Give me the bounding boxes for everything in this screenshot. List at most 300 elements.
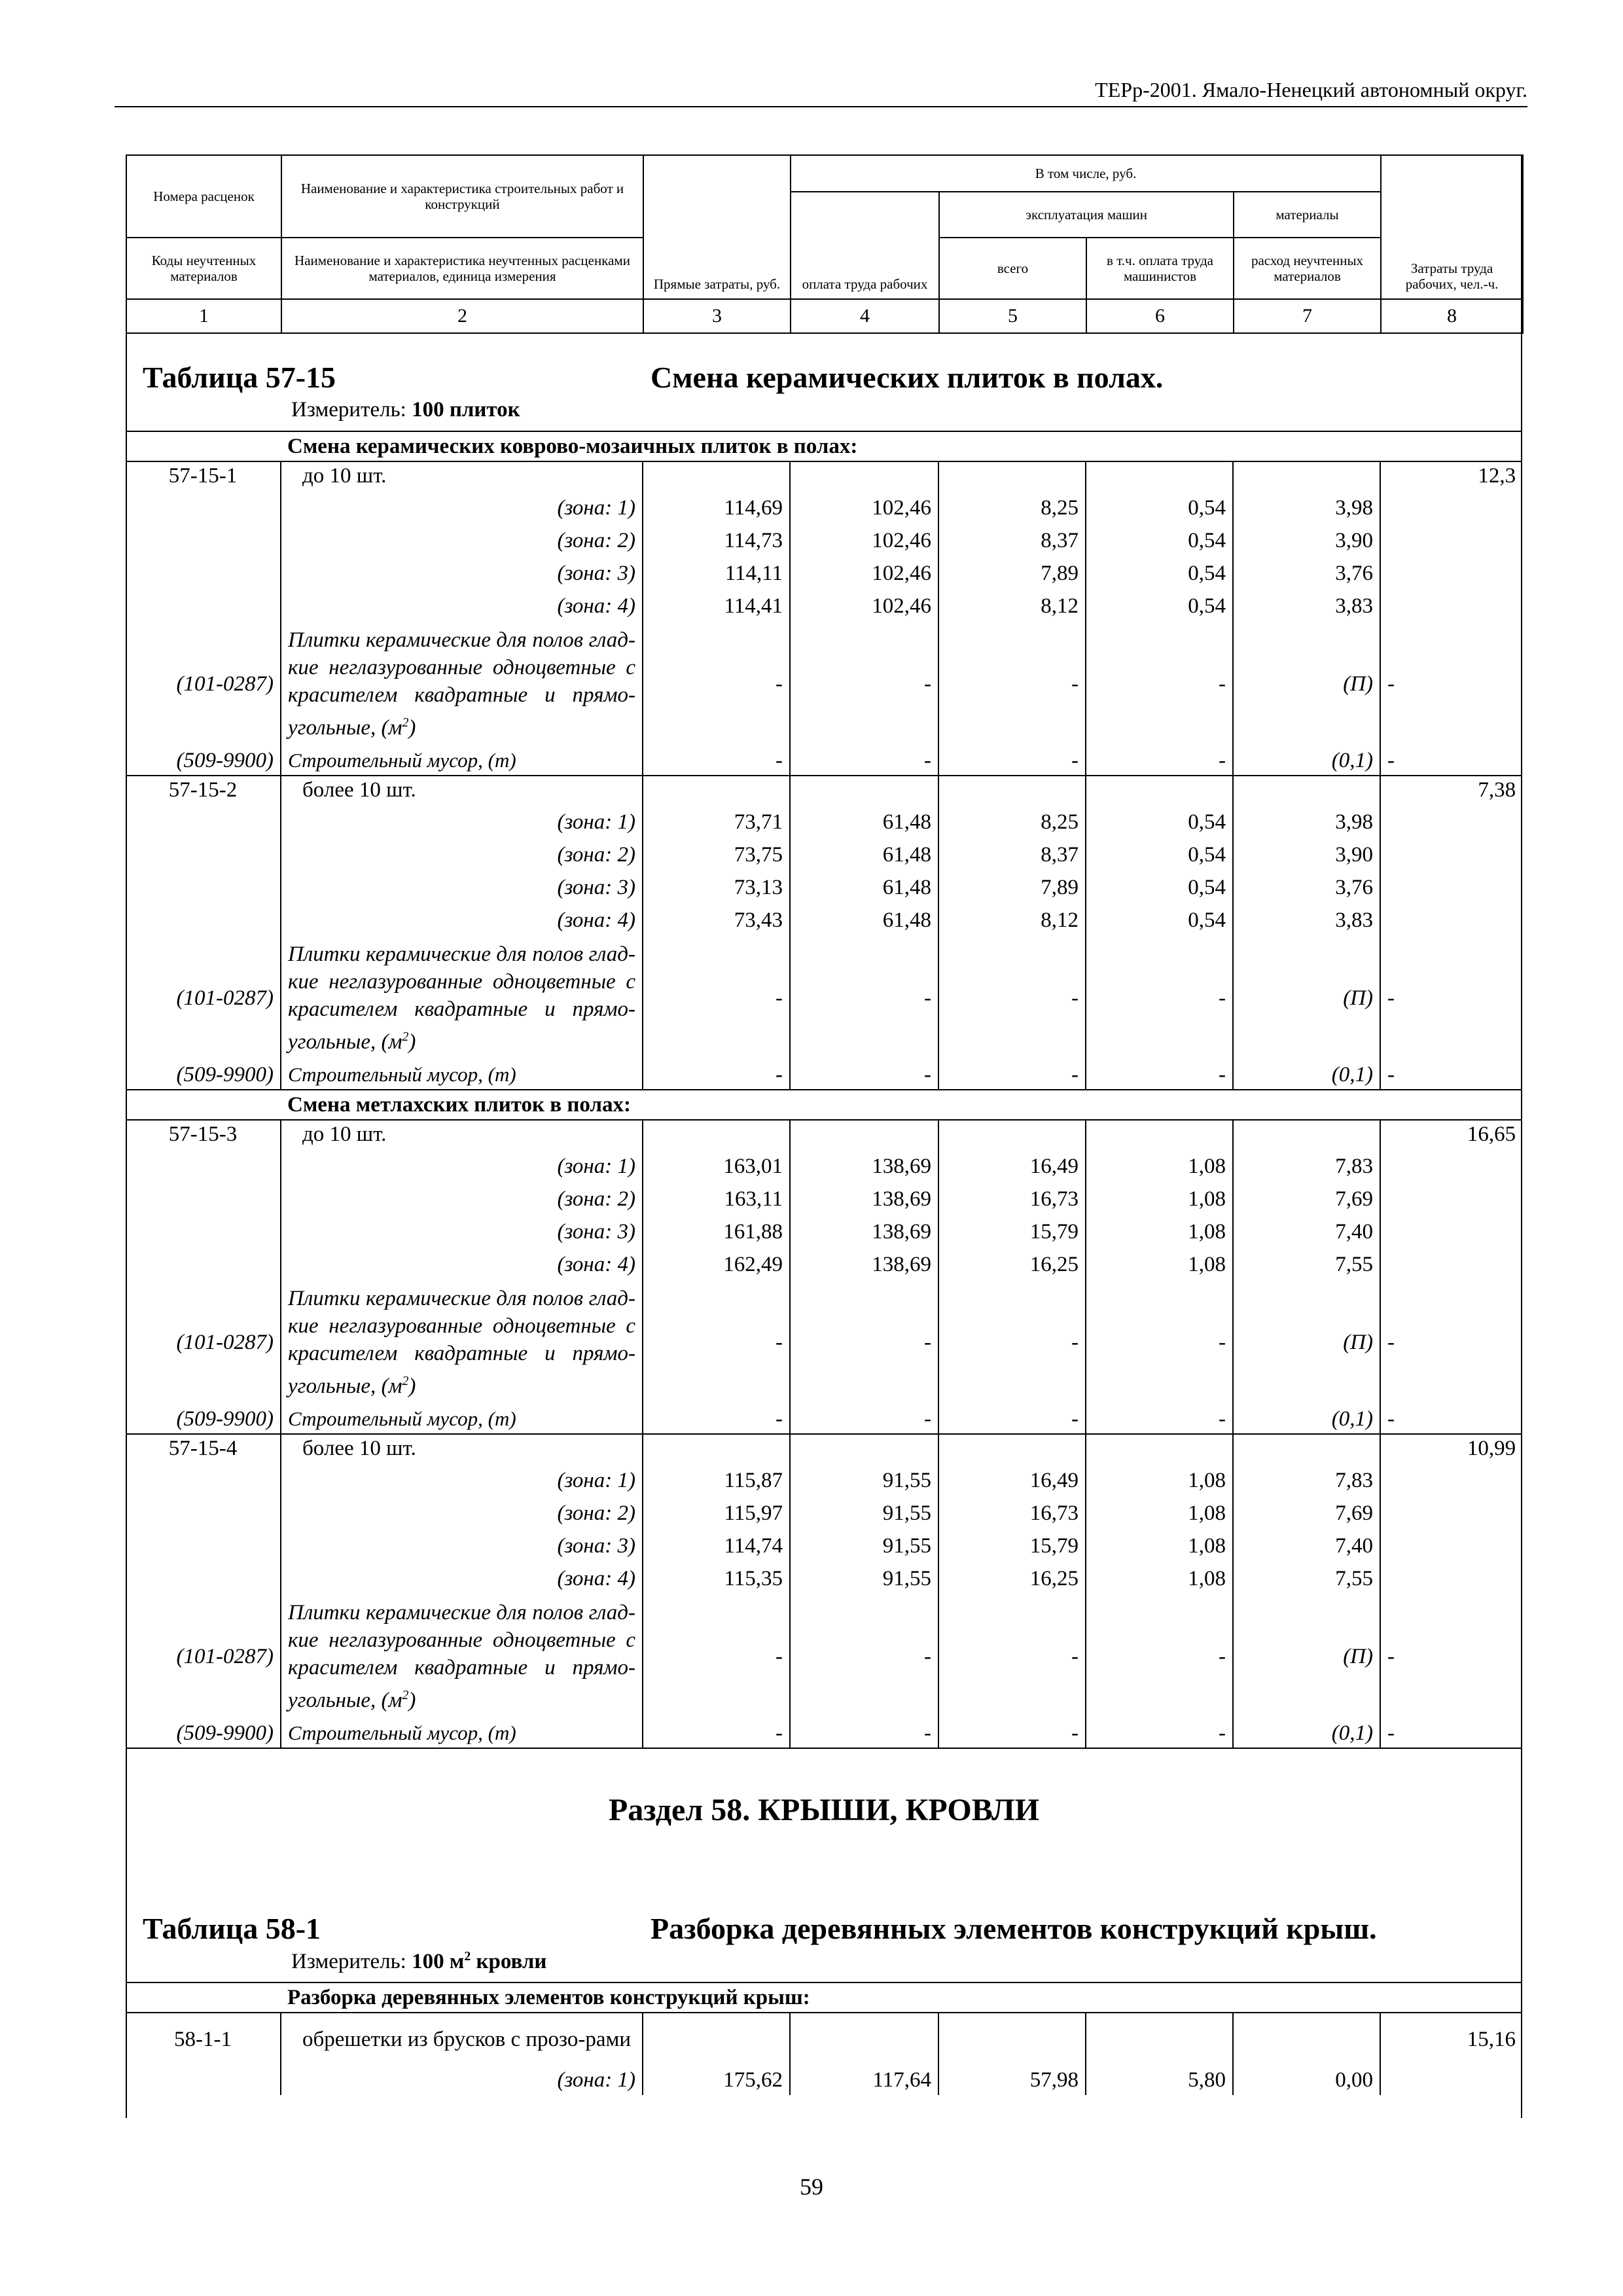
zone-value: 138,69 [790,1248,938,1281]
rate-name: до 10 шт. [281,461,643,492]
col5-header: всего [939,238,1086,299]
table57-body [126,431,1522,1750]
table57-meter [291,398,520,422]
dash-cell: - [790,937,938,1060]
zone-value: 0,54 [1086,524,1233,557]
empty-cell [643,2013,790,2065]
dash-cell: - [1086,622,1233,745]
zone-value: 102,46 [790,492,938,524]
zone-row [126,2065,1522,2095]
closing-cell [1086,1748,1233,1750]
zone-value: 1,08 [1086,1530,1233,1562]
zone-value: 73,13 [643,871,790,904]
zone-value: 8,25 [938,492,1086,524]
closing-cell [281,1748,643,1750]
zone-value: 3,76 [1233,557,1380,590]
column-header [126,154,1524,334]
empty-cell [1380,492,1522,524]
zone-value: 73,75 [643,838,790,871]
zone-value: 102,46 [790,524,938,557]
material-code: (101-0287) [176,986,274,1010]
dash-cell: - [1380,1718,1522,1748]
dash-cell: - [1086,1060,1233,1090]
material-row [126,745,1522,776]
zone-label: (зона: 4) [281,1562,643,1595]
rate-hours: 16,65 [1380,1120,1522,1150]
closing-cell [643,1748,790,1750]
empty-cell [643,1120,790,1150]
zone-value: 0,54 [1086,871,1233,904]
dash-cell: - [643,1718,790,1748]
zone-value: 16,49 [938,1150,1086,1183]
material-text: Плитки керамические для полов глад-кие неглазурованные одноцветные с красителем квадратные и прямо-угольные, (м [288,1601,635,1712]
table58-title: Таблица 58-1 [143,1912,321,1945]
empty-cell [1380,1562,1522,1595]
zone-value: 7,69 [1233,1497,1380,1530]
zone-value: 16,73 [938,1183,1086,1215]
dash-cell: - [643,1281,790,1404]
group-header: Смена керамических коврово-мозаичных плиток в полах: [281,431,1522,461]
material-code: (101-0287) [176,1331,274,1354]
material-row [126,1404,1522,1434]
material-text: Плитки керамические для полов глад-кие неглазурованные одноцветные с красителем квадратные и прямо-угольные, (м [288,1287,635,1398]
empty-cell [1233,2013,1380,2065]
empty-cell [1086,2013,1233,2065]
group-header: Разборка деревянных элементов конструкций крыш: [281,1982,1522,2013]
running-header: ТЕРр-2001. Ямало-Ненецкий автономный округ. [115,73,1527,107]
material-text: Плитки керамические для полов глад-кие неглазурованные одноцветные с красителем квадратные и прямо-угольные, (м [288,628,635,740]
closing-cell [1233,1748,1380,1750]
page-number: 59 [800,2174,823,2200]
rate-code: 57-15-2 [126,776,281,806]
empty-cell [126,1530,281,1562]
col-num-2: 2 [281,299,643,333]
closing-cell [790,1748,938,1750]
dash-cell: - [1380,745,1522,776]
dash-cell: - [1380,622,1522,745]
zone-label: (зона: 1) [281,806,643,838]
empty-cell [126,492,281,524]
zone-value: 8,12 [938,590,1086,622]
zone-value: 91,55 [790,1562,938,1595]
zone-value: 91,55 [790,1464,938,1497]
zone-value: 114,73 [643,524,790,557]
zone-value: 0,00 [1233,2065,1380,2095]
zone-label: (зона: 1) [281,2065,643,2095]
dash-cell: - [938,1060,1086,1090]
col2-bottom: Наименование и характеристика неучтенных расценками материалов, единица измерения [281,238,643,299]
dash-cell: - [790,1404,938,1434]
material-name [281,622,643,745]
material-use: (0,1) [1233,1404,1380,1434]
dash-cell: - [643,1404,790,1434]
material-use: (0,1) [1233,1718,1380,1748]
material-name [281,1595,643,1718]
dash-cell: - [938,1595,1086,1718]
empty-cell [938,461,1086,492]
rate-name: более 10 шт. [281,776,643,806]
zone-value: 91,55 [790,1497,938,1530]
empty-cell [1086,1120,1233,1150]
empty-cell [126,904,281,937]
zone-value: 138,69 [790,1215,938,1248]
zone-value: 115,97 [643,1497,790,1530]
dash-cell: - [1086,1281,1233,1404]
zone-value: 3,83 [1233,590,1380,622]
zone-value: 8,25 [938,806,1086,838]
col-num-6: 6 [1086,299,1234,333]
zone-label: (зона: 4) [281,1248,643,1281]
dash-cell: - [938,1718,1086,1748]
material-name [281,937,643,1060]
dash-cell: - [938,1404,1086,1434]
empty-cell [643,461,790,492]
zone-row [126,1183,1522,1215]
material-text: Плитки керамические для полов глад-кие неглазурованные одноцветные с красителем квадратные и прямо-угольные, (м [288,942,635,1054]
material-use: (П) [1233,937,1380,1060]
zone-value: 16,49 [938,1464,1086,1497]
material-use: (П) [1233,1281,1380,1404]
zone-label: (зона: 3) [281,557,643,590]
material-unit-sup: 2 [402,1030,409,1044]
dash-cell: - [790,1595,938,1718]
material-text-end: ) [408,1030,416,1054]
zone-value: 61,48 [790,871,938,904]
empty-cell [790,2013,938,2065]
machines-header: эксплуатация машин [939,192,1234,238]
material-code: (509-9900) [176,1721,274,1745]
zone-label: (зона: 3) [281,1530,643,1562]
empty-cell [643,1434,790,1464]
zone-row [126,1530,1522,1562]
material-text-end: ) [408,1374,416,1398]
zone-value: 1,08 [1086,1215,1233,1248]
zone-value: 163,01 [643,1150,790,1183]
material-unit-sup: 2 [402,1688,409,1702]
zone-label: (зона: 1) [281,1464,643,1497]
empty-cell [126,871,281,904]
dash-cell: - [643,1595,790,1718]
zone-value: 7,55 [1233,1562,1380,1595]
empty-cell [126,1248,281,1281]
materials-header: материалы [1234,192,1381,238]
empty-cell [126,1464,281,1497]
zone-row [126,492,1522,524]
zone-label: (зона: 4) [281,590,643,622]
zone-label: (зона: 2) [281,524,643,557]
dash-cell: - [643,622,790,745]
zone-value: 114,11 [643,557,790,590]
zone-value: 16,25 [938,1562,1086,1595]
empty-cell [938,1120,1086,1150]
empty-cell [1233,1434,1380,1464]
col8-header: Затраты труда рабочих, чел.-ч. [1381,155,1523,299]
col1-top: Номера расценок [126,155,281,238]
zone-value: 3,98 [1233,806,1380,838]
zone-value: 115,87 [643,1464,790,1497]
dash-cell: - [1086,1595,1233,1718]
empty-cell [938,1434,1086,1464]
rate-hours: 7,38 [1380,776,1522,806]
material-name: Строительный мусор, (т) [281,1060,643,1090]
zone-label: (зона: 2) [281,1497,643,1530]
table58-name: Разборка деревянных элементов конструкций крыш. [651,1912,1377,1945]
empty-cell [643,776,790,806]
dash-cell: - [643,937,790,1060]
zone-row [126,1248,1522,1281]
zone-value: 114,69 [643,492,790,524]
empty-cell [126,1562,281,1595]
empty-cell [790,1434,938,1464]
zone-label: (зона: 1) [281,492,643,524]
rate-hours: 15,16 [1380,2013,1522,2065]
rate-row [126,1434,1522,1464]
zone-value: 3,83 [1233,904,1380,937]
material-code: (509-9900) [176,748,274,772]
col-num-4: 4 [791,299,939,333]
rate-name: обрешетки из брусков с прозо-рами [281,2013,643,2065]
group-spacer [126,1982,281,2013]
material-code: (509-9900) [176,1062,274,1086]
table58-meter [291,1949,546,1974]
rate-row [126,461,1522,492]
zone-value: 114,74 [643,1530,790,1562]
material-row [126,622,1522,745]
col1-bottom: Коды неучтенных материалов [126,238,281,299]
dash-cell: - [790,1718,938,1748]
zone-value: 1,08 [1086,1183,1233,1215]
rate-name: до 10 шт. [281,1120,643,1150]
material-code: (101-0287) [176,1645,274,1668]
col-num-1: 1 [126,299,281,333]
empty-cell [1233,1120,1380,1150]
material-name: Строительный мусор, (т) [281,745,643,776]
zone-value: 0,54 [1086,838,1233,871]
table58-body [126,1982,1522,2095]
empty-cell [126,1150,281,1183]
empty-cell [126,524,281,557]
empty-cell [126,806,281,838]
dash-cell: - [938,1281,1086,1404]
dash-cell: - [643,745,790,776]
dash-cell: - [938,622,1086,745]
zone-value: 0,54 [1086,806,1233,838]
zone-value: 3,90 [1233,524,1380,557]
empty-cell [126,1183,281,1215]
empty-cell [126,838,281,871]
closing-cell [126,1748,281,1750]
empty-cell [1086,461,1233,492]
dash-cell: - [790,1281,938,1404]
rate-hours: 10,99 [1380,1434,1522,1464]
zone-row [126,838,1522,871]
empty-cell [1380,1150,1522,1183]
empty-cell [1380,1497,1522,1530]
empty-cell [1380,1530,1522,1562]
zone-row [126,1562,1522,1595]
zone-value: 57,98 [938,2065,1086,2095]
material-row [126,1718,1522,1748]
zone-value: 1,08 [1086,1562,1233,1595]
material-code: (101-0287) [176,672,274,696]
material-use: (П) [1233,1595,1380,1718]
zone-value: 0,54 [1086,492,1233,524]
zone-row [126,1215,1522,1248]
group-header-row [126,1090,1522,1120]
zone-value: 91,55 [790,1530,938,1562]
col-num-3: 3 [643,299,791,333]
empty-cell [1086,776,1233,806]
empty-cell [790,776,938,806]
material-text-end: ) [408,716,416,740]
closing-cell [938,1748,1086,1750]
zone-label: (зона: 1) [281,1150,643,1183]
zone-value: 16,25 [938,1248,1086,1281]
empty-cell [1380,806,1522,838]
zone-label: (зона: 3) [281,1215,643,1248]
zone-value: 3,90 [1233,838,1380,871]
empty-cell [1380,524,1522,557]
empty-cell [1380,2065,1522,2095]
zone-row [126,590,1522,622]
zone-value: 0,54 [1086,590,1233,622]
zone-value: 16,73 [938,1497,1086,1530]
col7-header: расход неучтенных материалов [1234,238,1381,299]
table57-name: Смена керамических плиток в полах. [651,361,1164,394]
zone-value: 5,80 [1086,2065,1233,2095]
dash-cell: - [938,745,1086,776]
col-num-8: 8 [1381,299,1523,333]
zone-value: 3,76 [1233,871,1380,904]
dash-cell: - [1380,1404,1522,1434]
col-num-5: 5 [939,299,1086,333]
group-header-row [126,431,1522,461]
empty-cell [790,1120,938,1150]
zone-value: 163,11 [643,1183,790,1215]
meter-label: Измеритель: [291,398,406,422]
group-spacer [126,1090,281,1120]
rate-code: 57-15-3 [126,1120,281,1150]
empty-cell [790,461,938,492]
material-text-end: ) [408,1689,416,1712]
empty-cell [1380,1183,1522,1215]
closing-row [126,1748,1522,1750]
zone-value: 114,41 [643,590,790,622]
empty-cell [1233,461,1380,492]
dash-cell: - [790,745,938,776]
zone-value: 61,48 [790,838,938,871]
zone-value: 115,35 [643,1562,790,1595]
zone-value: 162,49 [643,1248,790,1281]
material-row [126,937,1522,1060]
closing-cell [1380,1748,1522,1750]
section58-title: Раздел 58. КРЫШИ, КРОВЛИ [608,1793,1040,1827]
zone-value: 15,79 [938,1530,1086,1562]
material-unit-sup: 2 [402,715,409,730]
empty-cell [126,590,281,622]
group-header: Смена метлахских плиток в полах: [281,1090,1522,1120]
empty-cell [126,1215,281,1248]
zone-value: 61,48 [790,904,938,937]
zone-value: 8,12 [938,904,1086,937]
rate-row [126,1120,1522,1150]
zone-value: 3,98 [1233,492,1380,524]
material-name: Строительный мусор, (т) [281,1718,643,1748]
group-spacer [126,431,281,461]
rate-row [126,2013,1522,2065]
col6-header: в т.ч. оплата труда машинистов [1086,238,1234,299]
zone-row [126,557,1522,590]
zone-value: 8,37 [938,838,1086,871]
zone-row [126,1150,1522,1183]
zone-row [126,524,1522,557]
empty-cell [126,2065,281,2095]
dash-cell: - [1380,1595,1522,1718]
empty-cell [1233,776,1380,806]
col3-header: Прямые затраты, руб. [643,155,791,299]
zone-value: 7,89 [938,557,1086,590]
zone-value: 1,08 [1086,1497,1233,1530]
rate-code: 58-1-1 [126,2013,281,2065]
zone-value: 102,46 [790,590,938,622]
zone-value: 7,69 [1233,1183,1380,1215]
material-row [126,1060,1522,1090]
including-header: В том числе, руб. [791,155,1381,192]
zone-row [126,1497,1522,1530]
zone-value: 61,48 [790,806,938,838]
zone-value: 7,83 [1233,1464,1380,1497]
zone-value: 8,37 [938,524,1086,557]
empty-cell [1380,590,1522,622]
zone-value: 117,64 [790,2065,938,2095]
zone-value: 0,54 [1086,904,1233,937]
meter-value: 100 плиток [412,398,520,422]
meter-value: 100 $м^2$ кровли [412,1949,547,1973]
rate-row [126,776,1522,806]
zone-value: 7,89 [938,871,1086,904]
col4-header: оплата труда рабочих [791,192,939,299]
empty-cell [1380,1464,1522,1497]
dash-cell: - [1086,937,1233,1060]
material-use: (0,1) [1233,1060,1380,1090]
zone-value: 73,43 [643,904,790,937]
zone-value: 7,55 [1233,1248,1380,1281]
zone-value: 7,40 [1233,1215,1380,1248]
zone-value: 175,62 [643,2065,790,2095]
rate-code: 57-15-4 [126,1434,281,1464]
empty-cell [1086,1434,1233,1464]
empty-cell [938,2013,1086,2065]
material-name: Строительный мусор, (т) [281,1404,643,1434]
zone-value: 138,69 [790,1183,938,1215]
material-use: (0,1) [1233,745,1380,776]
zone-row [126,1464,1522,1497]
material-row [126,1595,1522,1718]
dash-cell: - [1086,1404,1233,1434]
empty-cell [126,1497,281,1530]
material-code: (509-9900) [176,1407,274,1431]
material-use: (П) [1233,622,1380,745]
col-num-7: 7 [1234,299,1381,333]
material-row [126,1281,1522,1404]
empty-cell [938,776,1086,806]
rate-code: 57-15-1 [126,461,281,492]
zone-label: (зона: 2) [281,838,643,871]
zone-value: 1,08 [1086,1248,1233,1281]
zone-value: 102,46 [790,557,938,590]
zone-value: 1,08 [1086,1464,1233,1497]
empty-cell [126,557,281,590]
